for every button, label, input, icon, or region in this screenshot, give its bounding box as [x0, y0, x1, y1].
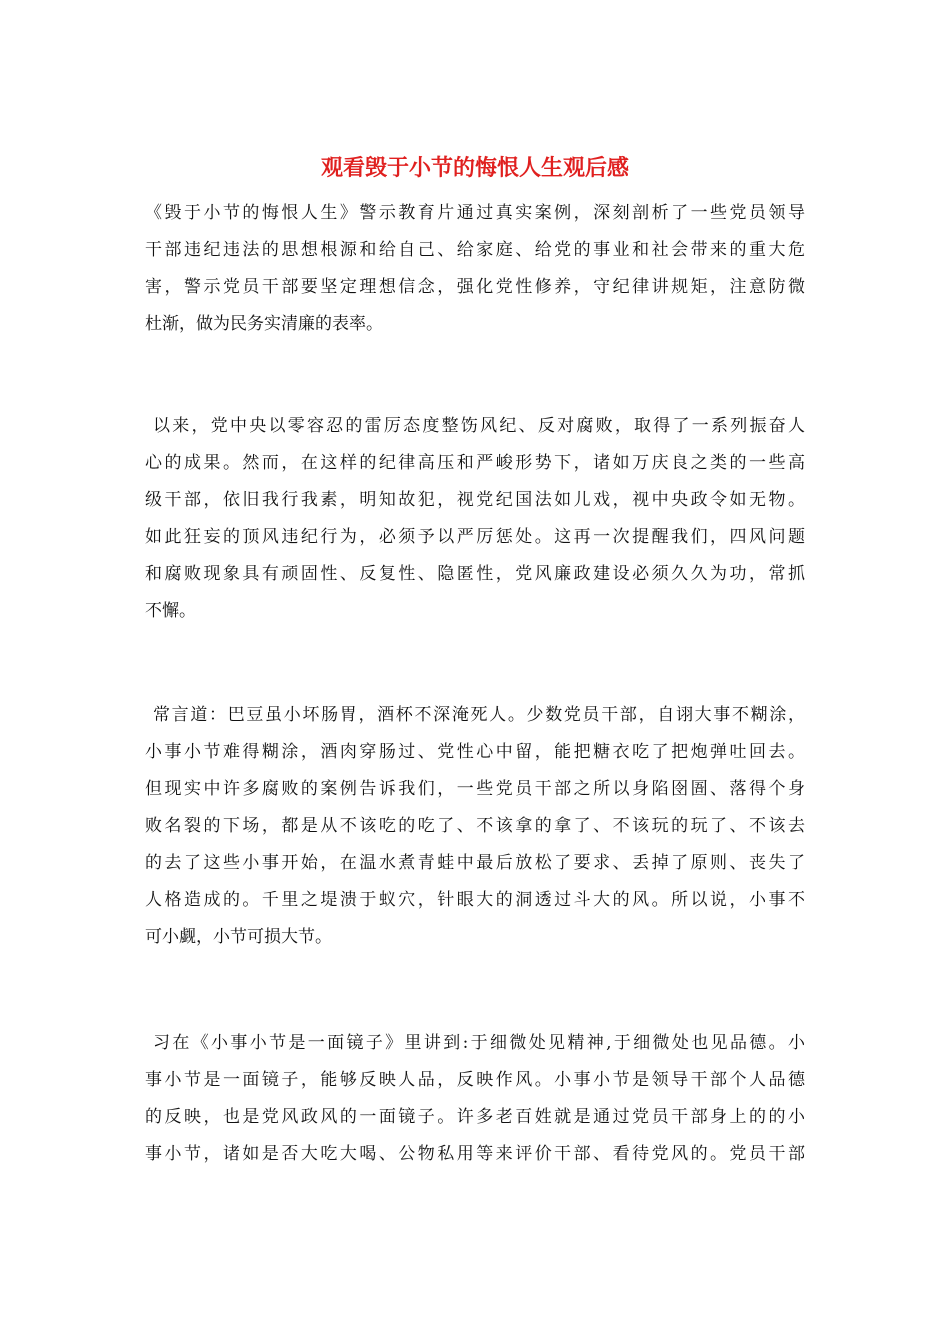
document-title: 观看毁于小节的悔恨人生观后感 — [320, 155, 629, 181]
paragraph-1 — [145, 195, 805, 343]
paragraph-line: 人格造成的。千里之堤溃于蚁穴，针眼大的洞透过斗大的风。所以说，小事不 — [145, 890, 805, 910]
paragraph-line: 级干部，依旧我行我素，明知故犯，视党纪国法如儿戏，视中央政令如无物。 — [145, 490, 805, 510]
paragraph-line: 心的成果。然而，在这样的纪律高压和严峻形势下，诸如万庆良之类的一些高 — [145, 453, 805, 473]
paragraph-line: 如此狂妄的顶风违纪行为，必须予以严厉惩处。这再一次提醒我们，四风问题 — [145, 527, 805, 547]
paragraph-4 — [145, 1025, 805, 1173]
paragraph-line: 以来，党中央以零容忍的雷厉态度整饬风纪、反对腐败，取得了一系列振奋人 — [153, 416, 805, 436]
paragraph-line: 败名裂的下场，都是从不该吃的吃了、不该拿的拿了、不该玩的玩了、不该去 — [145, 816, 805, 836]
paragraph-line: 但现实中许多腐败的案例告诉我们，一些党员干部之所以身陷囹圄、落得个身 — [145, 779, 805, 799]
paragraph-line: 不懈。 — [145, 601, 196, 621]
paragraph-line: 常言道：巴豆虽小坏肠胃，酒杯不深淹死人。少数党员干部，自诩大事不糊涂， — [153, 705, 805, 725]
paragraph-3 — [145, 697, 805, 956]
paragraph-line: 可小觑，小节可损大节。 — [145, 927, 332, 947]
paragraph-line: 杜渐，做为民务实清廉的表率。 — [145, 314, 383, 334]
paragraph-line: 小事小节难得糊涂，酒肉穿肠过、党性心中留，能把糖衣吃了把炮弹吐回去。 — [145, 742, 805, 762]
paragraph-line: 《毁于小节的悔恨人生》警示教育片通过真实案例，深刻剖析了一些党员领导 — [145, 203, 805, 223]
paragraph-2 — [145, 408, 805, 630]
paragraph-line: 和腐败现象具有顽固性、反复性、隐匿性，党风廉政建设必须久久为功，常抓 — [145, 564, 805, 584]
paragraph-line: 事小节，诸如是否大吃大喝、公物私用等来评价干部、看待党风的。党员干部 — [145, 1144, 805, 1164]
paragraph-line: 习在《小事小节是一面镜子》里讲到:于细微处见精神,于细微处也见品德。小 — [153, 1033, 805, 1053]
paragraph-line: 的去了这些小事开始，在温水煮青蛙中最后放松了要求、丢掉了原则、丧失了 — [145, 853, 805, 873]
paragraph-line: 干部违纪违法的思想根源和给自己、给家庭、给党的事业和社会带来的重大危 — [145, 240, 805, 260]
paragraph-line: 的反映，也是党风政风的一面镜子。许多老百姓就是通过党员干部身上的的小 — [145, 1107, 805, 1127]
paragraph-line: 害，警示党员干部要坚定理想信念，强化党性修养，守纪律讲规矩，注意防微 — [145, 277, 805, 297]
paragraph-line: 事小节是一面镜子，能够反映人品，反映作风。小事小节是领导干部个人品德 — [145, 1070, 805, 1090]
